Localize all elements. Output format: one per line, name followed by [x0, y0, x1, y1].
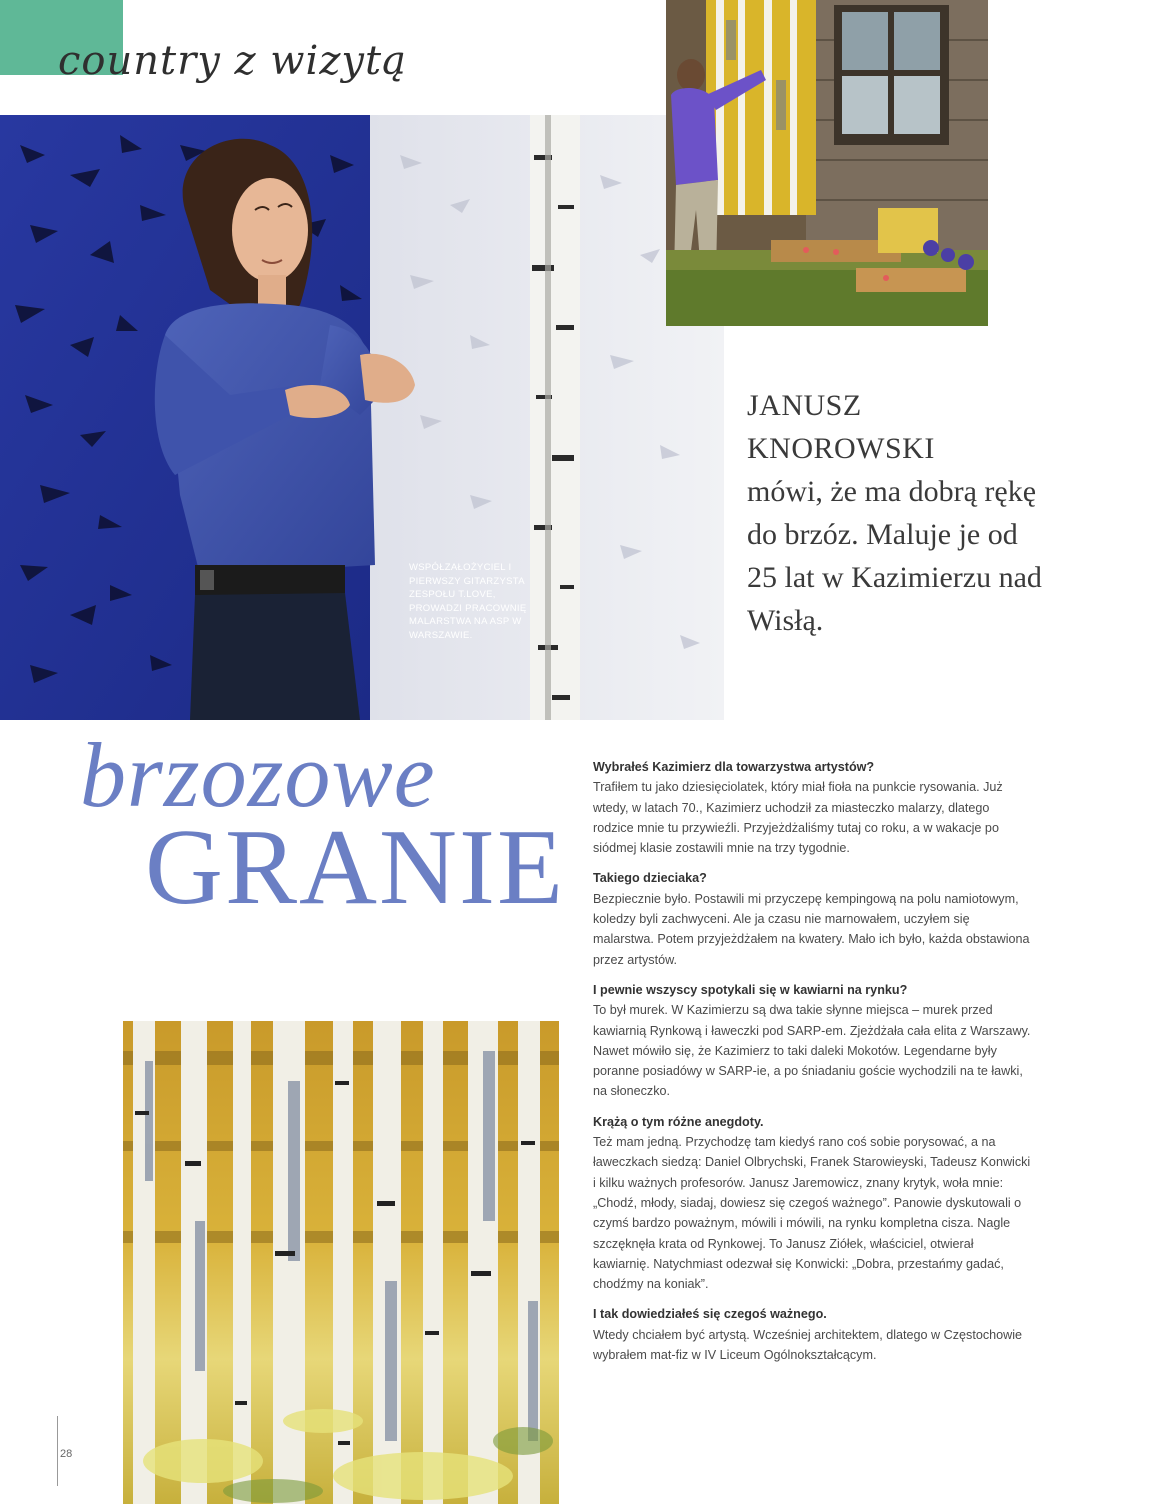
lead-paragraph	[747, 384, 1047, 642]
artist-last-name: KNOROWSKI	[747, 432, 935, 465]
article-title-line1: brzozowe	[80, 724, 436, 826]
qa-block	[593, 980, 1033, 1102]
article-title-line2: GRANIE	[145, 808, 565, 927]
article-body	[593, 757, 1033, 1375]
birch-painting	[123, 1021, 559, 1504]
question: I pewnie wszyscy spotykali się w kawiarni na rynku?	[593, 982, 908, 997]
outdoor-painting-photo	[666, 0, 988, 326]
answer: Też mam jedną. Przychodzę tam kiedyś rano coś sobie porysować, a na ławeczkach siedzą: Daniel Olbrychski, Franek Starowieyski, Tadeusz Konwicki i kilku ważnych profesorów. Janusz Jaremowicz, znany krytyk, woła mnie: „Chodź, młody, siadaj, dowiesz się czegoś ważnego”. Panowie dyskutowali o czymś bardzo poważnym, mówili i mówili, na rynku kompletna cisza. Nagle szczęknęła krata od Rynkowej. To Janusz Ziółek, właściciel, otwierał kawiarnię. Natychmiast odezwał się Konwicki: „Dobra, przestańmy gadać, chodźmy na koniak”.	[593, 1135, 1031, 1292]
answer: To był murek. W Kazimierzu są dwa takie słynne miejsca – murek przed kawiarnią Rynkową i ławeczki pod SARP-em. Zjeżdżała cała elita z Warszawy. Nawet mówiło się, że Kazimierz to taki daleki Mokotów. Legendarne były poranne posiadówy w SARP-ie, a po śniadaniu goście wychodzili na te ławki, na słoneczko.	[593, 1003, 1031, 1099]
answer: Wtedy chciałem być artystą. Wcześniej architektem, dlatego w Częstochowie wybrałem mat-fiz w IV Liceum Ogólnokształcącym.	[593, 1327, 1023, 1363]
lead-text: mówi, że ma dobrą rękę do brzóz. Maluje je od 25 lat w Kazimierzu nad Wisłą.	[747, 475, 1042, 637]
artist-first-name: JANUSZ	[747, 389, 862, 422]
qa-block	[593, 1304, 1033, 1365]
section-label: country z wizytą	[58, 38, 407, 84]
qa-block	[593, 757, 1033, 858]
qa-block	[593, 1112, 1033, 1295]
question: I tak dowiedziałeś się czegoś ważnego.	[593, 1307, 827, 1322]
photo-caption: WSPÓŁZAŁOŻYCIEL I PIERWSZY GITARZYSTA ZESPOŁU T.LOVE, PROWADZI PRACOWNIĘ MALARSTWA NA ASP W WARSZAWIE.	[409, 562, 527, 641]
answer: Bezpiecznie było. Postawili mi przyczepę kempingową na polu namiotowym, koledzy byli zachwyceni. Ale ja czasu nie marnowałem, uczyłem się malarstwa. Potem przyjeżdżałem na kwatery. Mało ich było, każda obstawiona przez artystów.	[593, 891, 1030, 967]
question: Wybrałeś Kazimierz dla towarzystwa artystów?	[593, 760, 875, 774]
question: Takiego dzieciaka?	[593, 871, 707, 886]
page-number: 28	[60, 1448, 73, 1460]
question: Krążą o tym różne anegdoty.	[593, 1114, 764, 1129]
main-photo	[0, 115, 724, 720]
page-number-rule	[57, 1416, 58, 1486]
qa-block	[593, 868, 1033, 969]
answer: Trafiłem tu jako dziesięciolatek, który miał fioła na punkcie rysowania. Już wtedy, w latach 70., Kazimierz uchodził za miasteczko malarzy, dlatego rodzice mnie tu przywieźli. Przyjeżdżaliśmy tutaj co roku, a w wakacje po siódmej klasie zostawili mnie na trzy tygodnie.	[593, 780, 1003, 856]
